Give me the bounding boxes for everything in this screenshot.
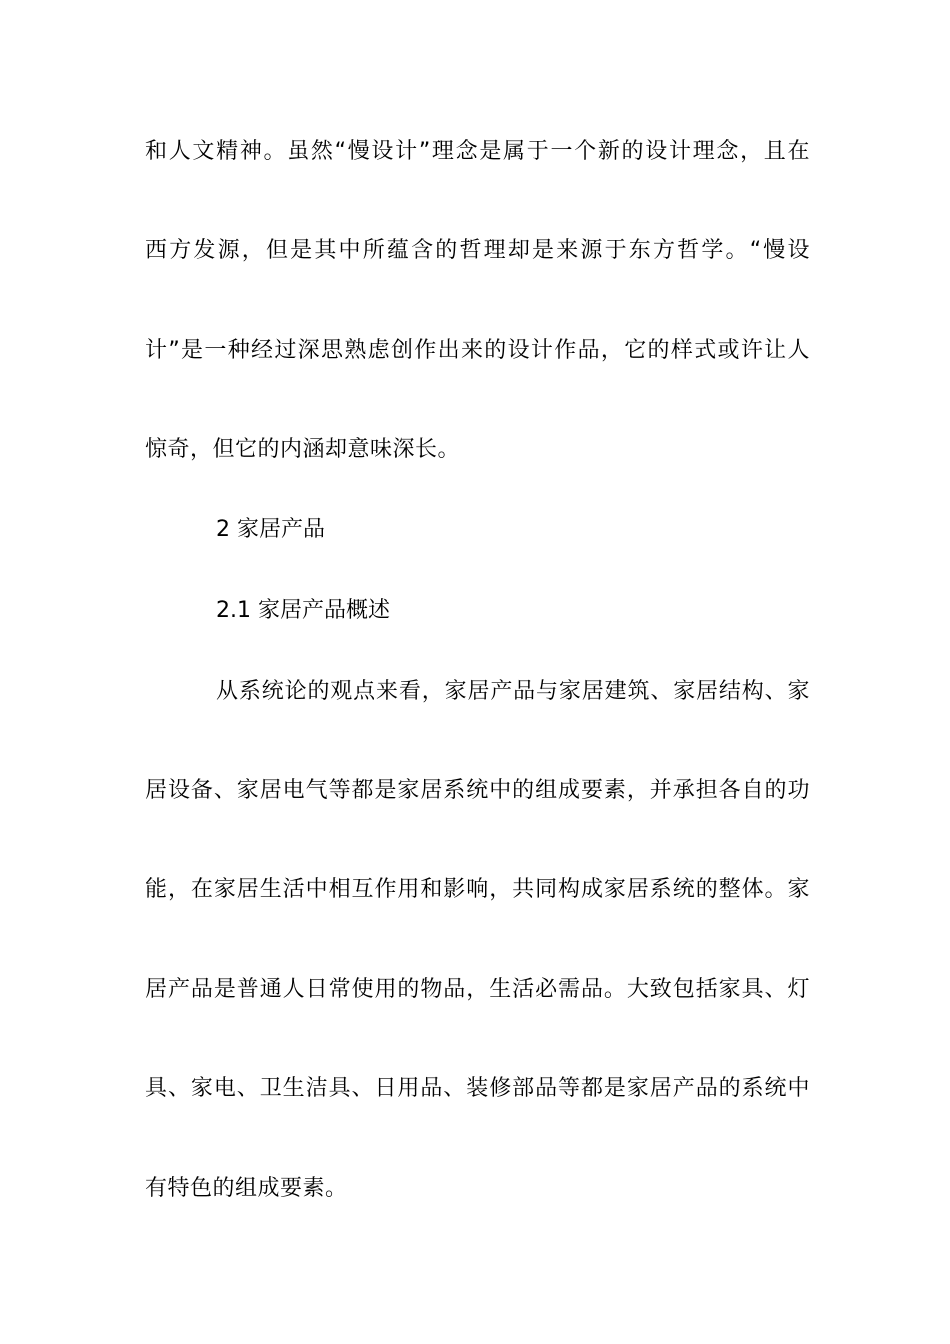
- paragraph-line: 西方发源，但是其中所蕴含的哲理却是来源于东方哲学。“慢设: [145, 238, 810, 263]
- paragraph-line: 居设备、家居电气等都是家居系统中的组成要素，并承担各自的功: [145, 778, 810, 803]
- subsection-heading: 2.1 家居产品概述: [216, 598, 390, 623]
- paragraph-line: 能，在家居生活中相互作用和影响，共同构成家居系统的整体。家: [145, 877, 810, 902]
- paragraph-line: 具、家电、卫生洁具、日用品、装修部品等都是家居产品的系统中: [145, 1076, 810, 1101]
- paragraph-line: 有特色的组成要素。: [145, 1176, 348, 1201]
- paragraph-line: 和人文精神。虽然“慢设计”理念是属于一个新的设计理念，且在: [145, 139, 810, 164]
- paragraph-line: 从系统论的观点来看，家居产品与家居建筑、家居结构、家: [216, 679, 810, 704]
- section-heading: 2 家居产品: [216, 517, 325, 542]
- paragraph-line: 惊奇，但它的内涵却意味深长。: [145, 437, 461, 462]
- paragraph-line: 计”是一种经过深思熟虑创作出来的设计作品，它的样式或许让人: [145, 338, 810, 363]
- paragraph-line: 居产品是普通人日常使用的物品，生活必需品。大致包括家具、灯: [145, 977, 810, 1002]
